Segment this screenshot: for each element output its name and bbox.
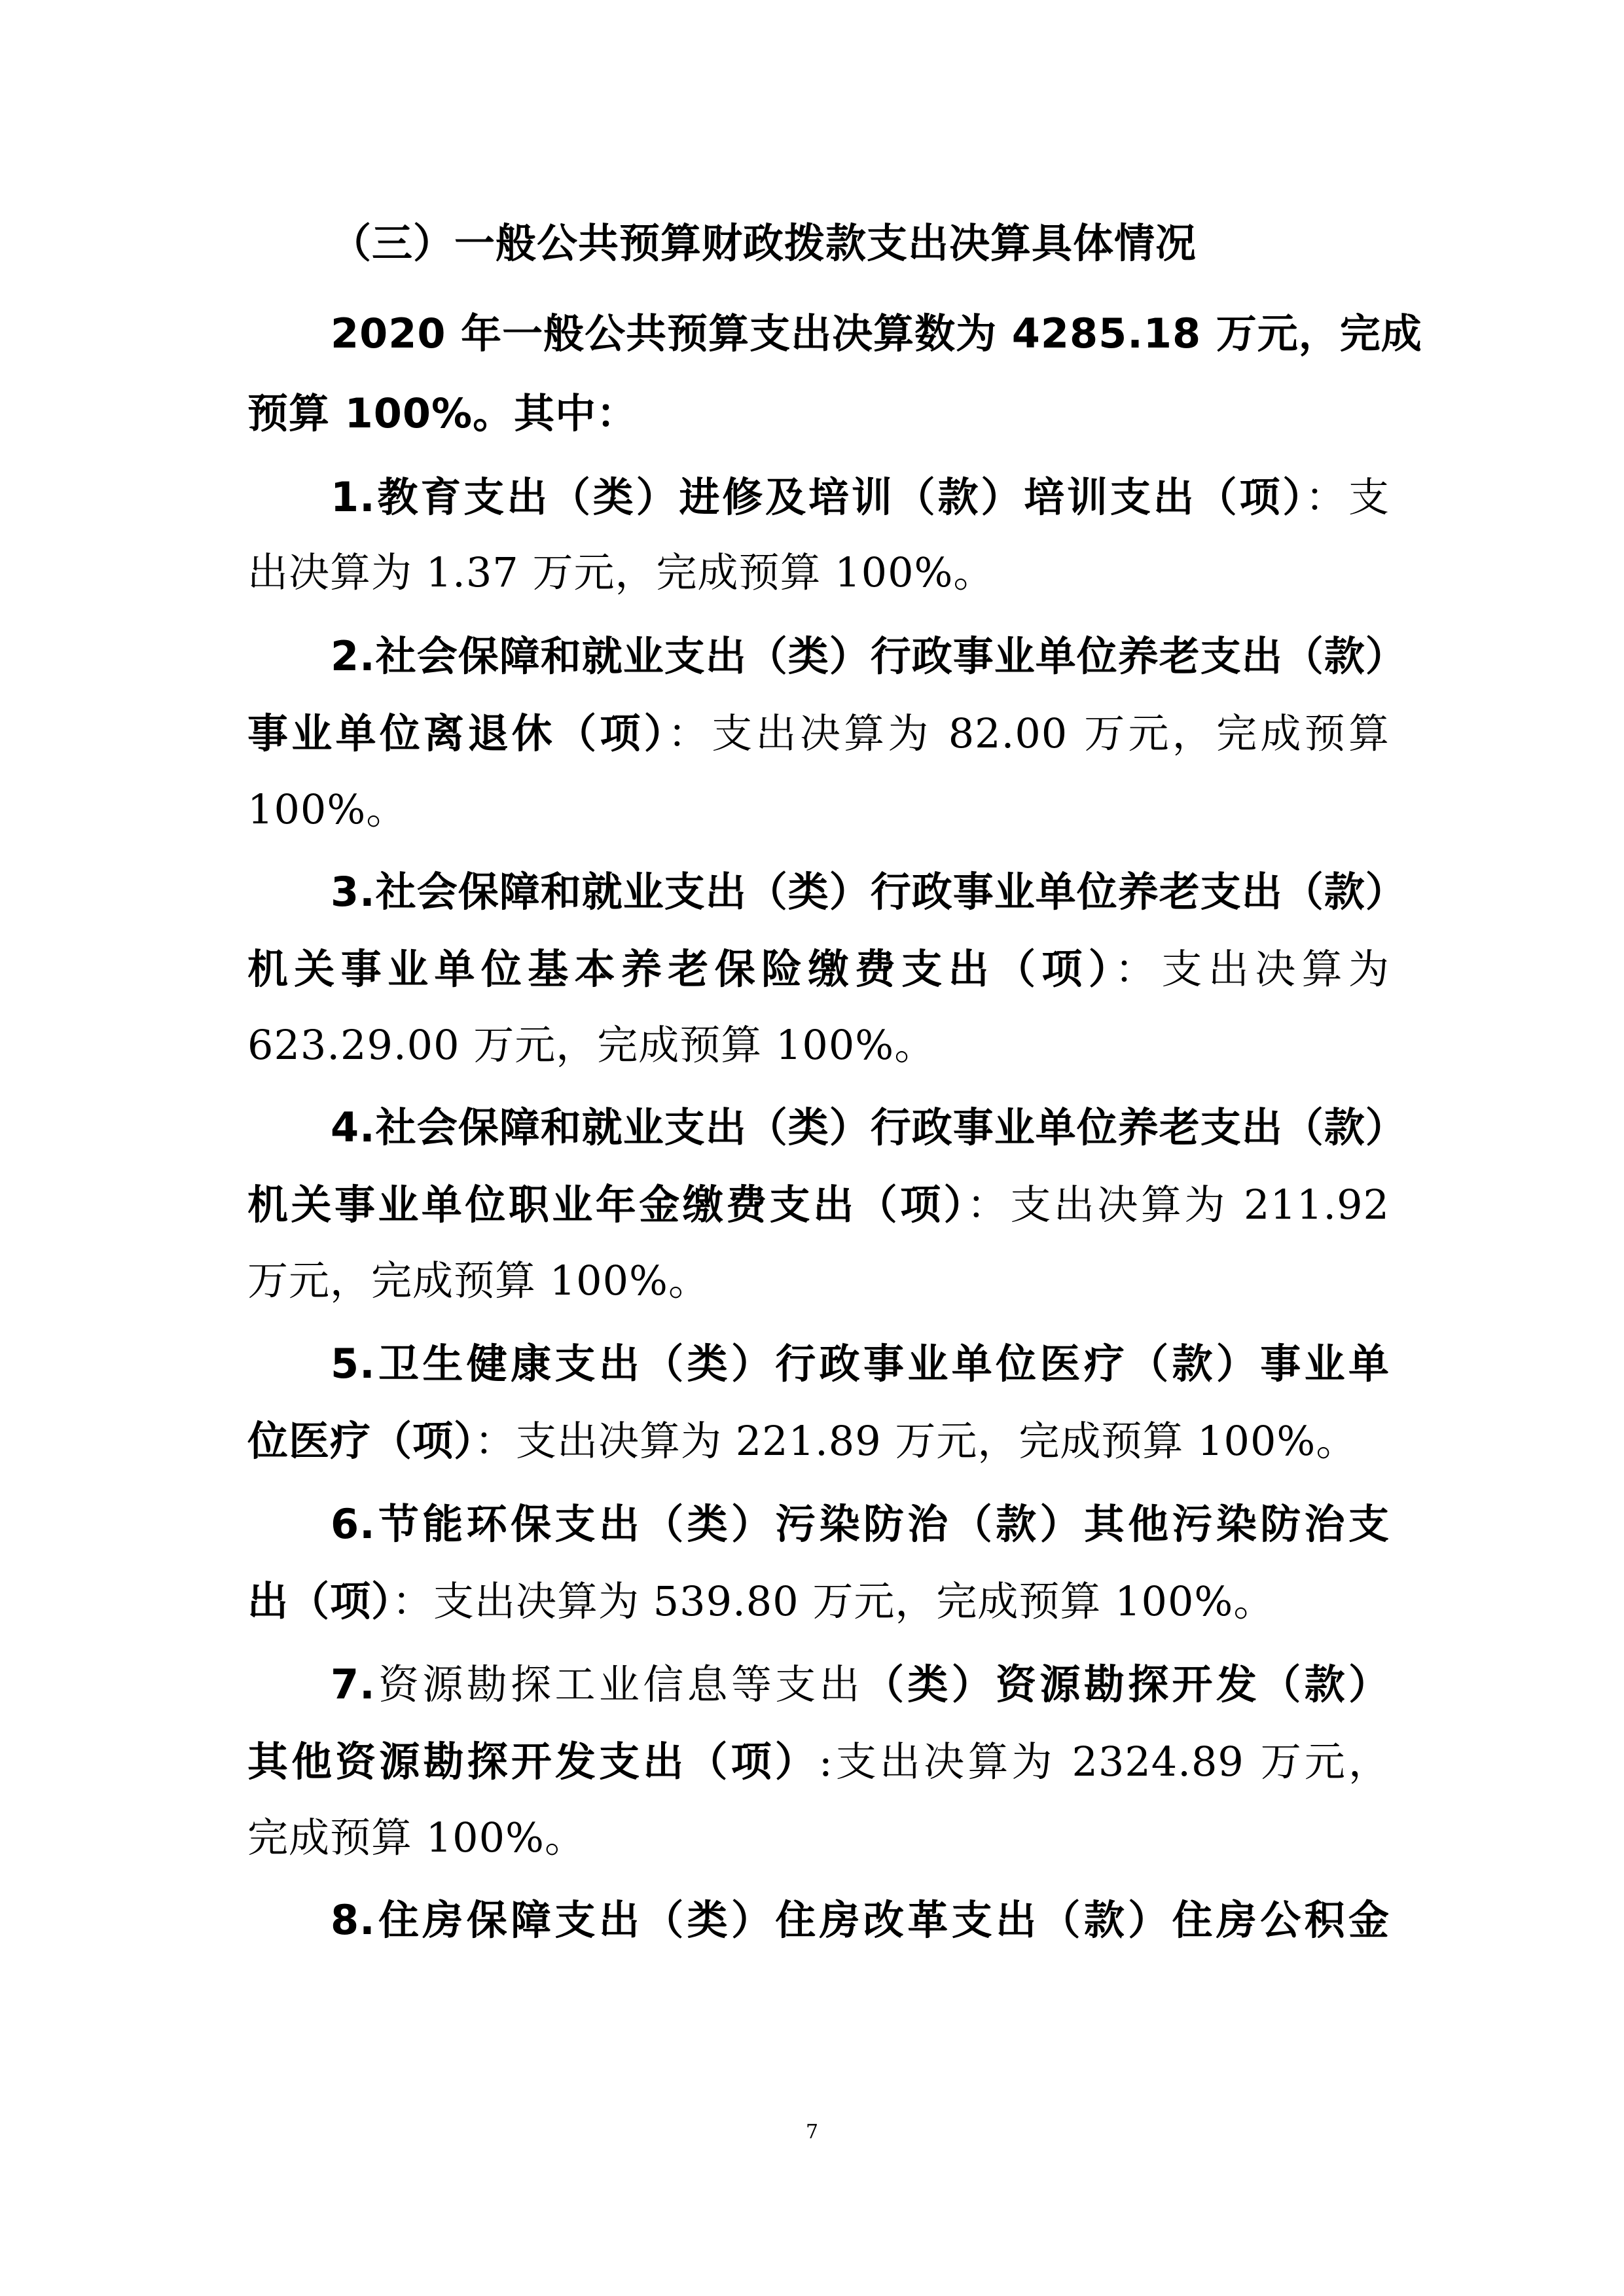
item-3-line-2 (247, 943, 1390, 996)
item-7-category: （类）资源勘探开发（款） (863, 1660, 1390, 1708)
item-2-line-3: 100%。 (247, 785, 408, 833)
item-7-line-1 (331, 1659, 1390, 1711)
item-3-line-1: 3.社会保障和就业支出（类）行政事业单位养老支出（款） (331, 868, 1407, 916)
item-8-line-1: 8.住房保障支出（类）住房改革支出（款）住房公积金 (331, 1896, 1390, 1944)
item-1-text: ：支 (1305, 473, 1390, 521)
item-6-line-1: 6.节能环保支出（类）污染防治（款）其他污染防治支 (331, 1500, 1390, 1548)
item-5-text: ：支出决算为 221.89 万元，完成预算 100%。 (475, 1417, 1358, 1465)
item-2-line-2 (247, 708, 1390, 760)
item-4-line-1: 4.社会保障和就业支出（类）行政事业单位养老支出（款） (331, 1103, 1407, 1151)
item-7-class-name: 资源勘探工业信息等支出 (375, 1660, 864, 1708)
item-4-line-3: 万元，完成预算 100%。 (247, 1257, 710, 1304)
item-2-text: ：支出决算为 82.00 万元，完成预算 (667, 709, 1390, 757)
item-6-category: 出（项） (247, 1577, 393, 1625)
item-4-line-2 (247, 1179, 1390, 1231)
item-7-number: 7. (331, 1660, 376, 1708)
item-1-line-1 (331, 471, 1390, 524)
item-4-category: 机关事业单位职业年金缴费支出（项） (247, 1181, 967, 1229)
item-5-line-1: 5.卫生健康支出（类）行政事业单位医疗（款）事业单 (331, 1340, 1390, 1388)
item-1-line-2: 出决算为 1.37 万元，完成预算 100%。 (247, 548, 995, 596)
item-2-category: 事业单位离退休（项） (247, 709, 668, 757)
item-7-line-2 (247, 1736, 1390, 1788)
item-6-text: ：支出决算为 539.80 万元，完成预算 100%。 (392, 1577, 1275, 1625)
section-heading: （三）一般公共预算财政拨款支出决算具体情况 (331, 219, 1197, 267)
item-2-line-1: 2.社会保障和就业支出（类）行政事业单位养老支出（款） (331, 632, 1407, 680)
item-3-line-3: 623.29.00 万元，完成预算 100%。 (247, 1021, 936, 1069)
page-number: 7 (805, 2121, 819, 2144)
item-3-category: 机关事业单位基本养老保险缴费支出（项） (247, 945, 1115, 993)
intro-text: 2020 年一般公共预算支出决算数为 4285.18 万元，完成 (331, 310, 1422, 357)
item-7-subcategory: 其他资源勘探开发支出（项） (247, 1738, 819, 1785)
item-7-line-3: 完成预算 100%。 (247, 1814, 586, 1861)
item-5-category: 位医疗（项） (247, 1417, 475, 1465)
intro-line-1 (331, 308, 1422, 360)
item-5-line-2 (247, 1415, 1390, 1467)
item-4-text: ：支出决算为 211.92 (967, 1181, 1390, 1229)
item-7-text: :支出决算为 2324.89 万元， (818, 1738, 1390, 1785)
intro-line-2: 预算 100%。其中： (247, 389, 638, 437)
item-1-category: 1.教育支出（类）进修及培训（款）培训支出（项） (331, 473, 1306, 521)
item-3-text: ：支出决算为 (1115, 945, 1390, 993)
item-6-line-2 (247, 1575, 1390, 1628)
